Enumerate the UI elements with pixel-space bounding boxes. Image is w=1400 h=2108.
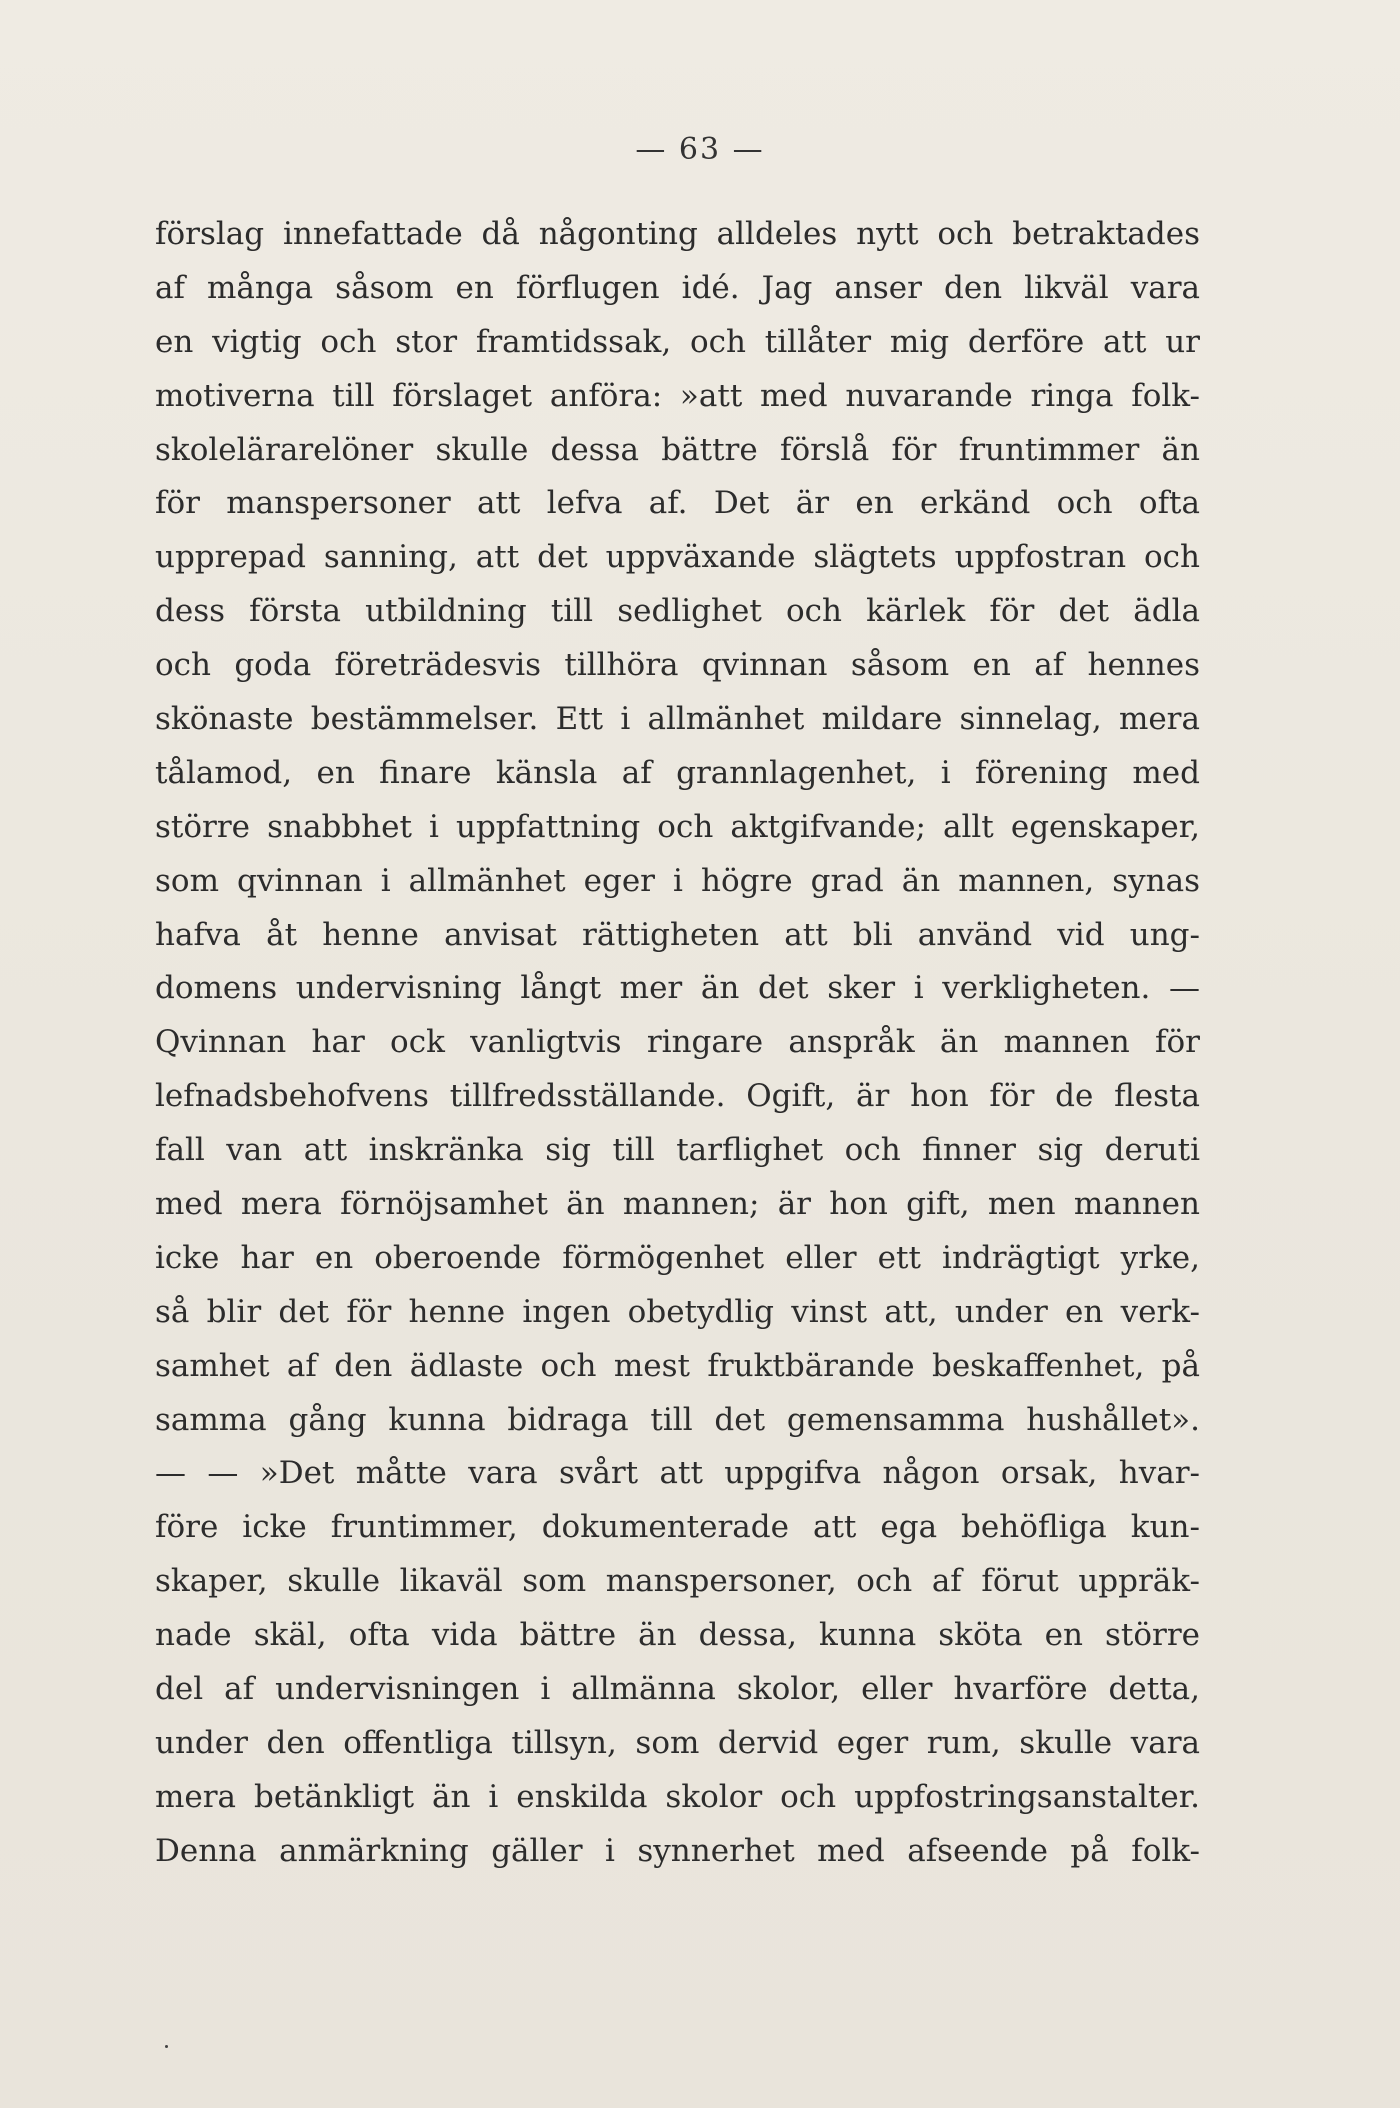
text-line: mera betänkligt än i enskilda skolor och uppfostringsanstalter.	[155, 1778, 1200, 1815]
text-line: samma gång kunna bidraga till det gemensamma hushållet».	[155, 1401, 1200, 1438]
body-text	[155, 208, 1200, 1879]
text-line: Qvinnan har ock vanligtvis ringare anspråk än mannen för	[155, 1024, 1200, 1061]
text-line: samhet af den ädlaste och mest fruktbärande beskaffenhet, på	[155, 1347, 1200, 1384]
text-line: före icke fruntimmer, dokumenterade att ega behöfliga kun-	[155, 1509, 1200, 1546]
text-line: motiverna till förslaget anföra: »att med nuvarande ringa folk-	[155, 377, 1200, 414]
text-line: skönaste bestämmelser. Ett i allmänhet mildare sinnelag, mera	[155, 701, 1200, 738]
text-line: del af undervisningen i allmänna skolor, eller hvarföre detta,	[155, 1671, 1200, 1708]
text-line: så blir det för henne ingen obetydlig vinst att, under en verk-	[155, 1293, 1200, 1330]
text-line: som qvinnan i allmänhet eger i högre grad än mannen, synas	[155, 862, 1200, 899]
text-line: skaper, skulle likaväl som manspersoner, och af förut uppräk-	[155, 1563, 1200, 1600]
text-line: dess första utbildning till sedlighet och kärlek för det ädla	[155, 593, 1200, 630]
text-line: nade skäl, ofta vida bättre än dessa, kunna sköta en större	[155, 1617, 1200, 1654]
text-line: domens undervisning långt mer än det sker i verkligheten. —	[155, 970, 1200, 1007]
text-line: för manspersoner att lefva af. Det är en erkänd och ofta	[155, 485, 1200, 522]
text-line: med mera förnöjsamhet än mannen; är hon gift, men mannen	[155, 1186, 1200, 1223]
text-line: förslag innefattade då någonting alldeles nytt och betraktades	[155, 216, 1200, 252]
text-line: — — »Det måtte vara svårt att uppgifva någon orsak, hvar-	[155, 1455, 1200, 1492]
text-line: under den offentliga tillsyn, som dervid eger rum, skulle vara	[155, 1724, 1200, 1761]
page-number: — 63 —	[635, 132, 765, 167]
text-line: fall van att inskränka sig till tarflighet och finner sig deruti	[155, 1132, 1200, 1169]
text-line: tålamod, en finare känsla af grannlagenhet, i förening med	[155, 754, 1200, 791]
text-line: lefnadsbehofvens tillfredsställande. Ogift, är hon för de flesta	[155, 1078, 1200, 1115]
text-line: större snabbhet i uppfattning och aktgifvande; allt egenskaper,	[155, 808, 1200, 845]
text-line: en vigtig och stor framtidssak, och tillåter mig derföre att ur	[155, 323, 1200, 360]
text-line: Denna anmärkning gäller i synnerhet med afseende på folk-	[155, 1832, 1200, 1869]
paper-speck	[165, 2045, 168, 2048]
text-line: skolelärarelöner skulle dessa bättre förslå för fruntimmer än	[155, 431, 1200, 468]
text-line: af många såsom en förflugen idé. Jag anser den likväl vara	[155, 269, 1200, 306]
text-line: upprepad sanning, att det uppväxande slägtets uppfostran och	[155, 539, 1200, 576]
text-line: hafva åt henne anvisat rättigheten att bli använd vid ung-	[155, 916, 1200, 953]
text-line: icke har en oberoende förmögenhet eller ett indrägtigt yrke,	[155, 1239, 1200, 1276]
text-line: och goda företrädesvis tillhöra qvinnan såsom en af hennes	[155, 647, 1200, 684]
